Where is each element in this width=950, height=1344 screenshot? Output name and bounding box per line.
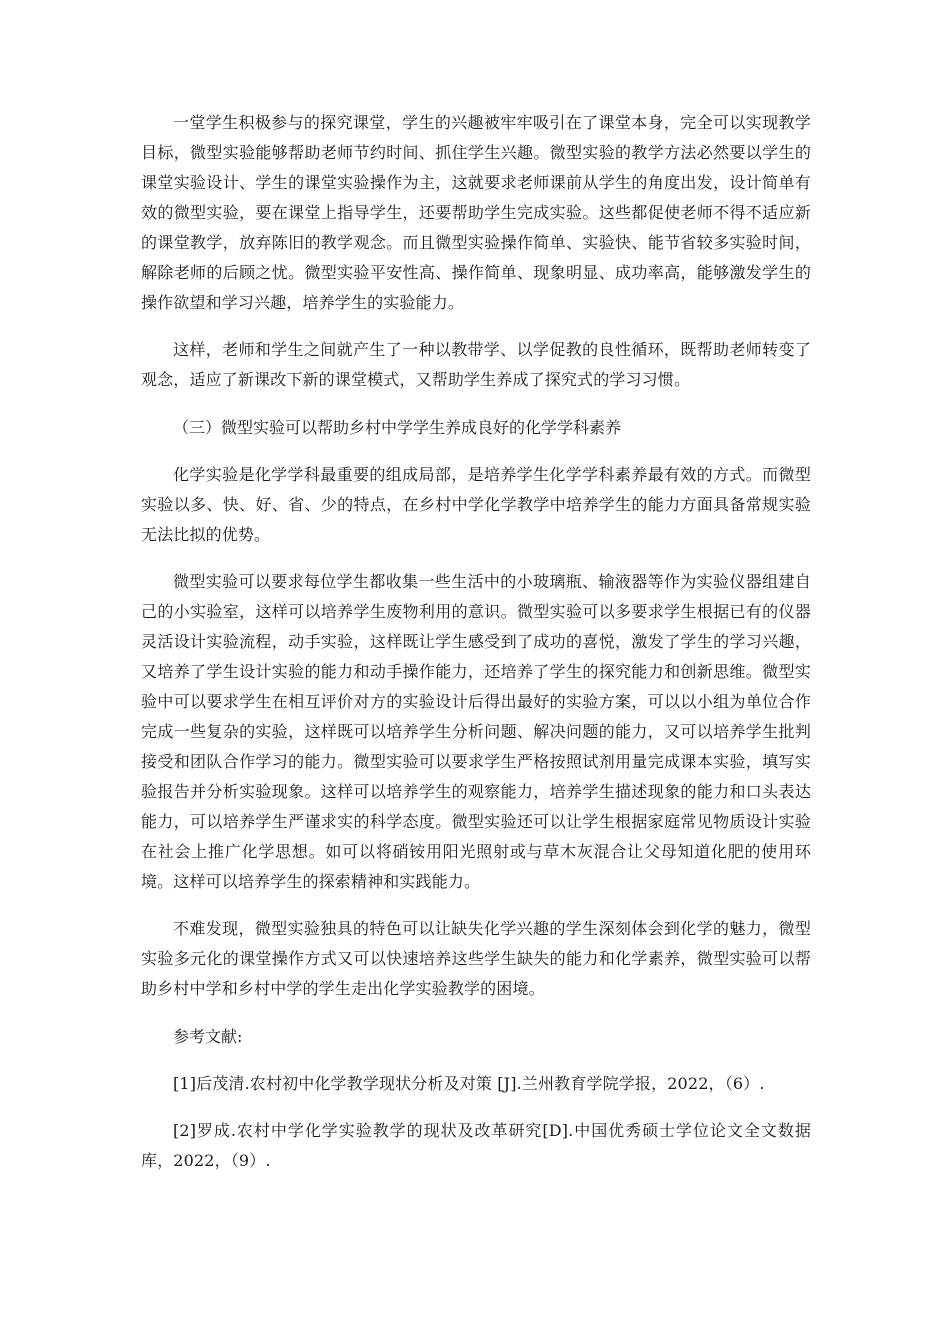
section-heading: （三）微型实验可以帮助乡村中学学生养成良好的化学学科素养 <box>173 418 622 437</box>
body-paragraph-2: 这样，老师和学生之间就产生了一种以教带学、以学促教的良性循环，既帮助老师转变了观念，适应了新课改下新的课堂模式，又帮助学生养成了探究式的学习习惯。 <box>141 340 811 389</box>
document-page <box>141 108 811 1176</box>
reference-item-2: [2]罗成.农村中学化学实验教学的现状及改革研究[D].中国优秀硕士学位论文全文数据库，2022，（9）. <box>141 1121 811 1170</box>
references-title: 参考文献: <box>173 1027 243 1046</box>
section-paragraph-3: 不难发现，微型实验独具的特色可以让缺失化学兴趣的学生深刻体会到化学的魅力，微型实验多元化的课堂操作方式又可以快速培养这些学生缺失的能力和化学素养，微型实验可以帮助乡村中学和乡村中学的学生走出化学实验教学的困境。 <box>141 919 811 998</box>
section-paragraph-2: 微型实验可以要求每位学生都收集一些生活中的小玻璃瓶、输液器等作为实验仪器组建自己的小实验室，这样可以培养学生废物利用的意识。微型实验可以多要求学生根据已有的仪器灵活设计实验流程，动手实验，这样既让学生感受到了成功的喜悦，激发了学生的学习兴趣，又培养了学生设计实验的能力和动手操作能力，还培养了学生的探究能力和创新思维。微型实验中可以要求学生在相互评价对方的实验设计后得出最好的实验方案，可以以小组为单位合作完成一些复杂的实验，这样既可以培养学生分析问题、解决问题的能力，又可以培养学生批判接受和团队合作学习的能力。微型实验可以要求学生严格按照试剂用量完成课本实验，填写实验报告并分析实验现象。这样可以培养学生的观察能力，培养学生描述现象的能力和口头表达能力，可以培养学生严谨求实的科学态度。微型实验还可以让学生根据家庭常见物质设计实验在社会上推广化学思想。如可以将硝铵用阳光照射或与草木灰混合让父母知道化肥的使用环境。这样可以培养学生的探索精神和实践能力。 <box>141 572 811 891</box>
section-paragraph-1: 化学实验是化学学科最重要的组成局部，是培养学生化学学科素养最有效的方式。而微型实验以多、快、好、省、少的特点，在乡村中学化学教学中培养学生的能力方面具备常规实验无法比拟的优势。 <box>141 465 811 544</box>
body-paragraph-1: 一堂学生积极参与的探究课堂，学生的兴趣被牢牢吸引在了课堂本身，完全可以实现教学目标，微型实验能够帮助老师节约时间、抓住学生兴趣。微型实验的教学方法必然要以学生的课堂实验设计、学生的课堂实验操作为主，这就要求老师课前从学生的角度出发，设计简单有效的微型实验，要在课堂上指导学生，还要帮助学生完成实验。这些都促使老师不得不适应新的课堂教学，放弃陈旧的教学观念。而且微型实验操作简单、实验快、能节省较多实验时间，解除老师的后顾之忧。微型实验平安性高、操作简单、现象明显、成功率高，能够激发学生的操作欲望和学习兴趣，培养学生的实验能力。 <box>141 113 811 312</box>
reference-item-1: [1]后茂清.农村初中化学教学现状分析及对策 [J].兰州教育学院学报，2022，（6）. <box>173 1074 765 1093</box>
